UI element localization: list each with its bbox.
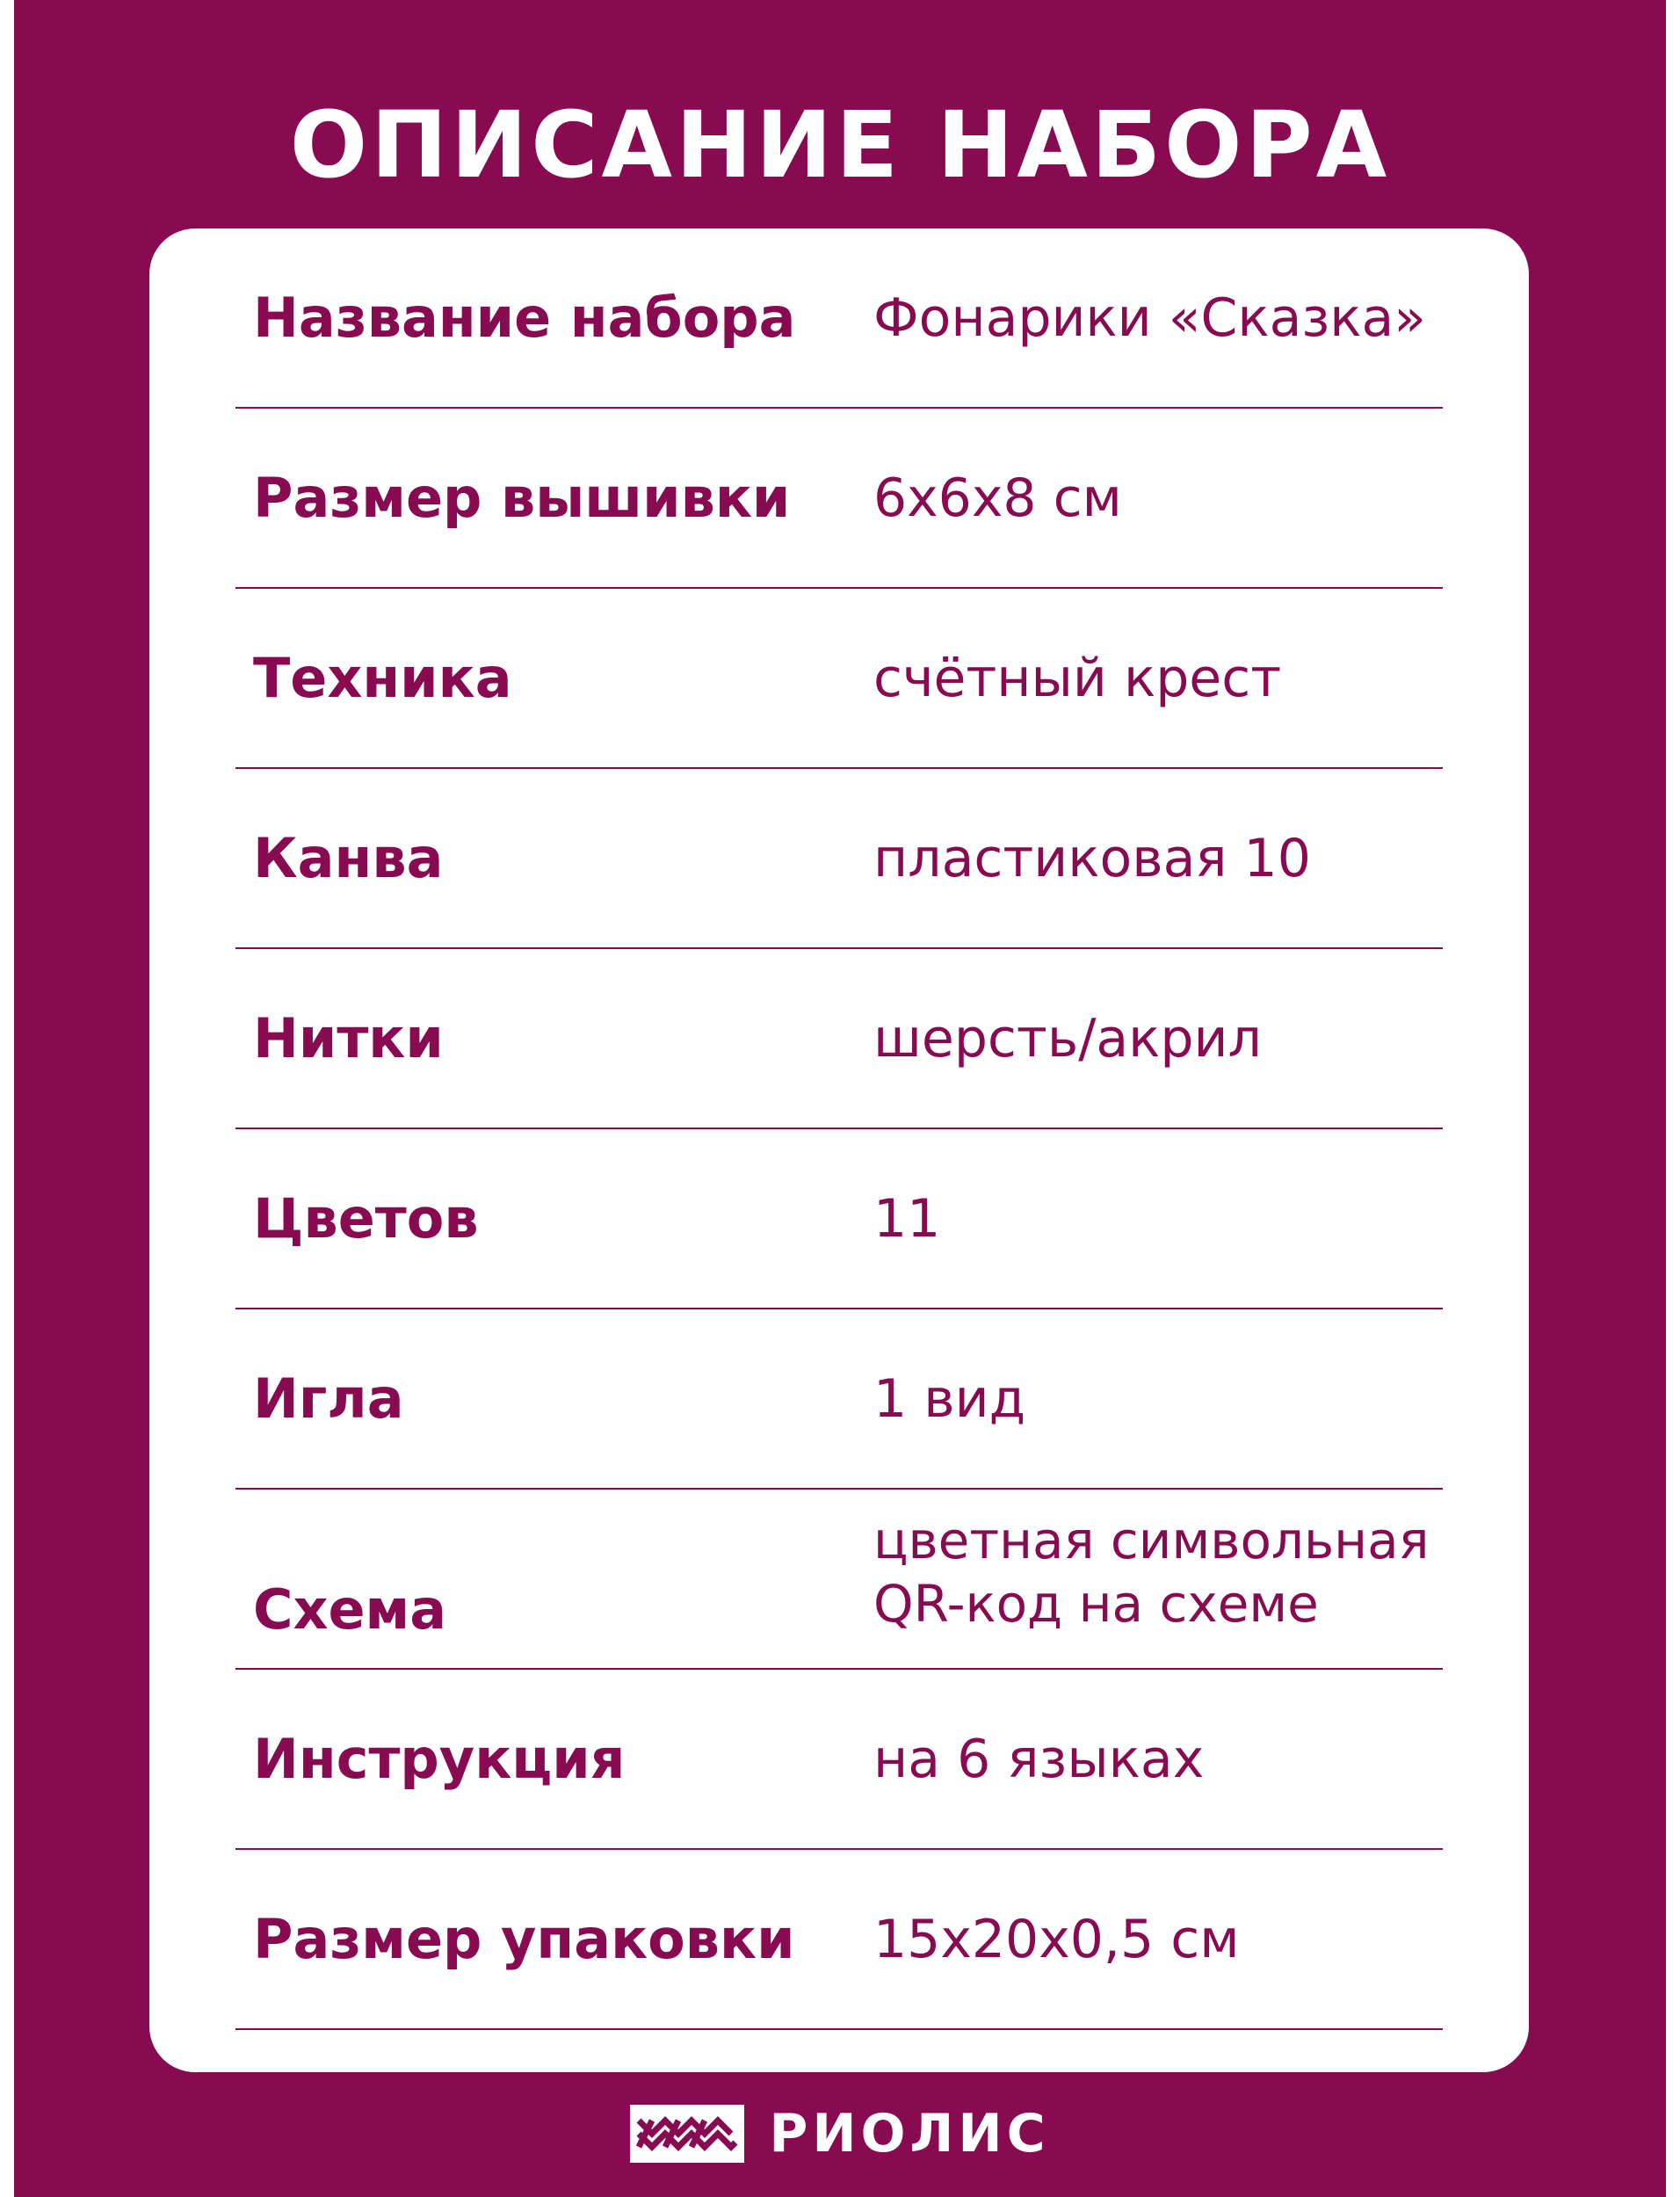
row-needle bbox=[235, 1309, 1443, 1490]
row-value-line: 6х6х8 см bbox=[873, 467, 1122, 529]
row-label: Схема bbox=[253, 1577, 447, 1642]
row-package-size bbox=[235, 1850, 1443, 2030]
row-value bbox=[873, 949, 1262, 1128]
row-value bbox=[873, 1850, 1239, 2028]
row-label: Инструкция bbox=[253, 1727, 626, 1791]
row-value bbox=[873, 1309, 1025, 1488]
row-label: Канва bbox=[253, 826, 444, 890]
row-value bbox=[873, 409, 1122, 587]
row-label: Размер вышивки bbox=[253, 466, 791, 530]
row-technique bbox=[235, 589, 1443, 769]
row-kit-name bbox=[235, 228, 1443, 409]
row-embroidery-size bbox=[235, 409, 1443, 589]
row-canvas bbox=[235, 769, 1443, 949]
row-threads bbox=[235, 949, 1443, 1129]
row-value bbox=[873, 1129, 940, 1308]
footer-brand bbox=[0, 2099, 1680, 2169]
row-instruction bbox=[235, 1670, 1443, 1850]
row-value bbox=[873, 1670, 1204, 1848]
row-label: Размер упаковки bbox=[253, 1907, 795, 1971]
row-value-line: шерсть/акрил bbox=[873, 1007, 1262, 1069]
row-value-line: на 6 языках bbox=[873, 1728, 1205, 1790]
row-value-line: QR-код на схеме bbox=[873, 1574, 1319, 1634]
row-label: Название набора bbox=[253, 286, 796, 350]
description-card bbox=[149, 228, 1529, 2072]
row-value bbox=[873, 1490, 1430, 1668]
riolis-logo-icon bbox=[630, 2105, 744, 2163]
row-value-line: 15х20х0,5 см bbox=[873, 1908, 1240, 1970]
row-value-line: счётный крест bbox=[873, 647, 1282, 709]
brand-name: РИОЛИС bbox=[769, 2103, 1050, 2164]
row-value-line: 11 bbox=[873, 1187, 941, 1250]
row-colors bbox=[235, 1129, 1443, 1309]
row-label: Техника bbox=[253, 646, 512, 710]
row-value-line: 1 вид bbox=[873, 1367, 1026, 1430]
row-value bbox=[873, 769, 1311, 947]
row-value-line: пластиковая 10 bbox=[873, 827, 1311, 889]
row-label: Игла bbox=[253, 1367, 404, 1431]
row-label: Цветов bbox=[253, 1186, 479, 1251]
row-value bbox=[873, 228, 1426, 407]
row-label: Нитки bbox=[253, 1006, 444, 1070]
row-value bbox=[873, 589, 1281, 767]
row-scheme bbox=[235, 1490, 1443, 1670]
page-title: ОПИСАНИЕ НАБОРА bbox=[289, 91, 1391, 199]
row-value-line: Фонарики «Сказка» bbox=[873, 286, 1426, 349]
row-value-line: цветная символьная bbox=[873, 1511, 1430, 1570]
